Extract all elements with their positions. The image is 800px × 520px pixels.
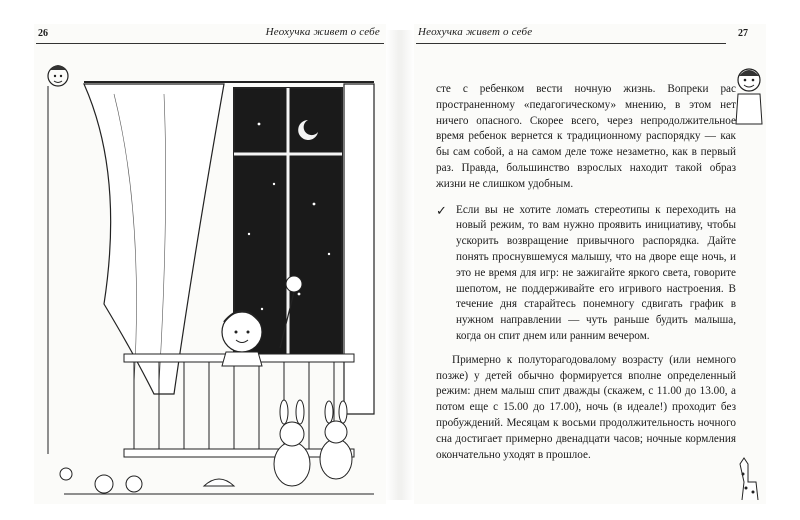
right-page bbox=[414, 24, 766, 504]
book-gutter bbox=[386, 30, 414, 500]
crib-window-illustration bbox=[44, 54, 389, 504]
paragraph-continuation: сте с ребенком вести ночную жизнь. Вопреки рас пространенному «педагогическому» мнению, в этом нет ничего опасного. Скорее всего, через непродолжительное время ребенок вернется к традиционному распорядку — как бы сам собой, а на самом деле тоже незаметно, как в первый раз. Правда, большинство взрослых находит такой образ жизни не слишком удобным. bbox=[436, 83, 736, 190]
right-page-number: 27 bbox=[738, 28, 748, 39]
giraffe-toy-illustration bbox=[734, 454, 764, 502]
left-header-rule bbox=[36, 43, 384, 44]
right-header-rule bbox=[416, 43, 726, 44]
toy-bunnies bbox=[274, 400, 352, 486]
checkmark-icon: ✓ bbox=[436, 202, 447, 218]
checklist-item bbox=[436, 203, 736, 345]
right-curtain bbox=[344, 84, 374, 414]
left-page-number: 26 bbox=[38, 28, 48, 39]
right-page-text bbox=[436, 82, 736, 473]
left-running-head: Неохучка живет о себе bbox=[265, 26, 380, 38]
peeking-kid-illustration bbox=[732, 64, 766, 144]
right-running-head: Неохучка живет о себе bbox=[418, 26, 533, 38]
left-page bbox=[34, 24, 386, 504]
peeking-child-illustration bbox=[48, 65, 68, 454]
left-curtain bbox=[84, 84, 224, 394]
crib bbox=[124, 354, 354, 457]
checklist-item-text: Если вы не хотите ломать стереотипы к переходить на новый режим, то вам нужно проявить инициативу, чтобы ускорить возвращение привычного распорядка. Дайте понять проснувшемуся малышу, что на дворе еще ночь, и это не время для игр: не зажигайте яркого света, говорите шепотом, не поддерживайте его игривого настроения. В течение дня старайтесь понемногу сдвигать график в нужном направлении — чуть раньше будить малыша, когда он спит днем или ранним вечером. bbox=[456, 203, 736, 342]
paragraph-sleep-schedule: Примерно к полуторагодовалому возрасту (или немного позже) у детей обычно формируется вполне определенный режим: днем малыш спит дважды (скажем, с 11.00 до 13.00, а потом еще с 15.00 до 17.00), ночь (в идеале!) проходит без пробуждений. Месяцам к восьми продолжительность ночного сна достигает примерно двенадцати часов; ночные кормления окончательно уходят в прошлое. bbox=[436, 353, 736, 461]
